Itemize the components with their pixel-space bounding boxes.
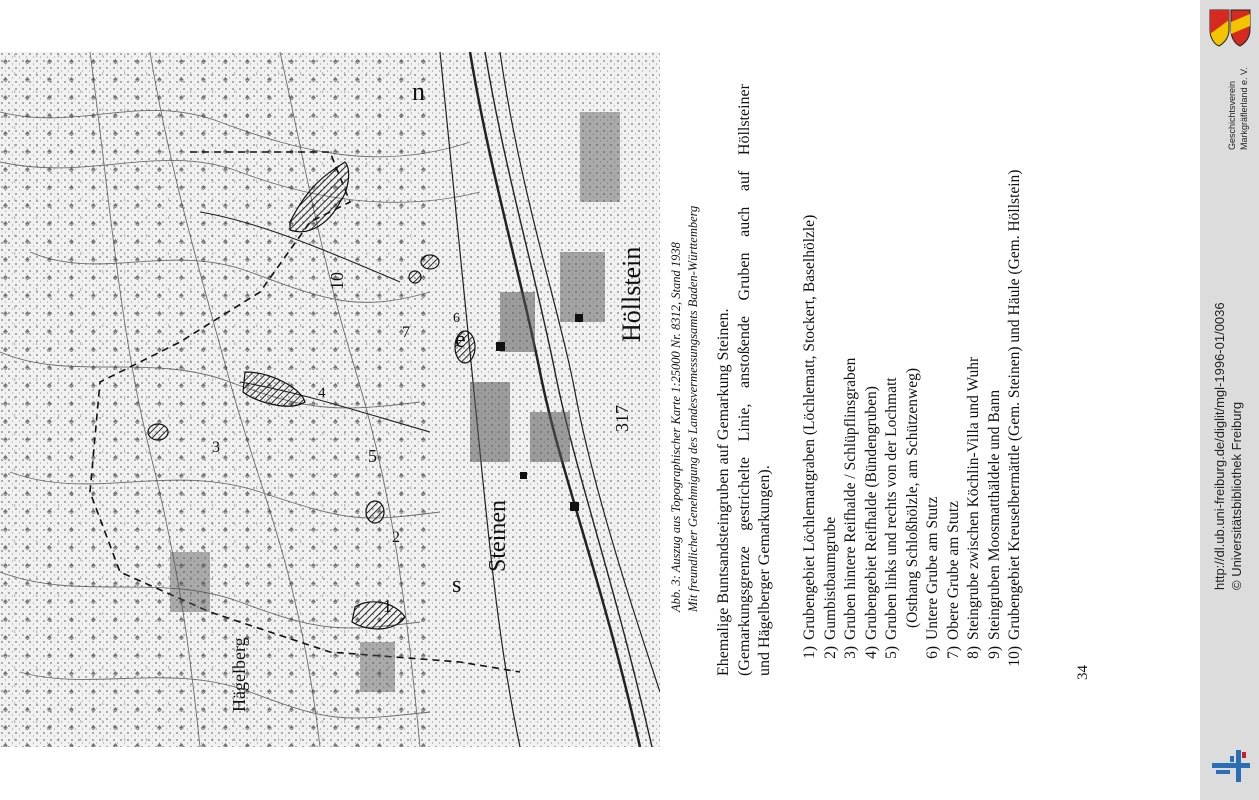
intro-word: auf bbox=[735, 170, 753, 192]
intro-word: (Gemarkungsgrenze bbox=[735, 546, 753, 676]
copyright-notice: © Universitätsbibliothek Freiburg bbox=[1229, 401, 1244, 590]
intro-word: Linie, bbox=[735, 403, 753, 442]
caption-line-1: Abb. 3: Auszug aus Topographischer Karte 1:25000 Nr. 8312, Stand 1938 bbox=[669, 242, 683, 612]
list-item: 7) Obere Grube am Stutz bbox=[944, 500, 962, 659]
label-steinen: Steinen bbox=[485, 500, 511, 572]
label-num4: 4 bbox=[318, 385, 326, 401]
label-e: e bbox=[455, 327, 466, 353]
library-attribution bbox=[1211, 210, 1245, 590]
intro-word: gestrichelte bbox=[735, 456, 753, 531]
label-n: n bbox=[412, 77, 425, 106]
map-caption bbox=[668, 52, 702, 612]
page-number: 34 bbox=[1075, 665, 1091, 680]
university-library-logo-icon[interactable] bbox=[1210, 748, 1252, 784]
intro-word: Gruben bbox=[735, 252, 753, 301]
quarry-list bbox=[800, 76, 1026, 676]
label-num10: 10 bbox=[327, 272, 347, 290]
label-num1: 1 bbox=[383, 596, 392, 616]
list-item: 9) Steingruben Moosmatthäldele und Bann bbox=[985, 389, 1003, 659]
list-item: 8) Steingrube zwischen Köchlin-Villa und Wuhr bbox=[965, 356, 982, 659]
intro-word: Höllsteiner bbox=[735, 84, 753, 156]
label-haegelberg: Hägelberg bbox=[229, 637, 249, 712]
label-num5: 5 bbox=[368, 446, 377, 466]
society-line-2: Markgräflerland e. V. bbox=[1239, 67, 1249, 150]
list-item: 4) Grubengebiet Reifhalde (Bündengruben) bbox=[862, 386, 880, 659]
list-item: 5) Gruben links und rechts von der Lochmatt bbox=[883, 377, 900, 659]
label-num7: 7 bbox=[402, 324, 410, 341]
society-coat-of-arms-icon bbox=[1207, 8, 1253, 48]
caption-line-2: Mit freundlicher Genehmigung des Landesvermessungsamts Baden-Württemberg bbox=[686, 205, 700, 612]
intro-word: auch bbox=[735, 206, 753, 237]
label-route: 317 bbox=[612, 405, 632, 432]
intro-line-1: Ehemalige Buntsandsteingruben auf Gemarkung Steinen. bbox=[715, 308, 732, 676]
list-item: 10) Grubengebiet Kreuselbermättle (Gem. Steinen) und Häule (Gem. Höllstein) bbox=[1006, 169, 1023, 667]
society-line-1: Geschichtsverein bbox=[1227, 80, 1237, 150]
label-num6: 6 bbox=[453, 311, 460, 326]
list-item: 3) Gruben hintere Reifhalde / Schlüpflinsgraben bbox=[842, 357, 859, 659]
list-item: 2) Gumbistbaumgrube bbox=[821, 516, 839, 659]
label-s: s bbox=[452, 572, 462, 598]
list-item: 6) Untere Grube am Stutz bbox=[924, 496, 941, 659]
label-num2: 2 bbox=[392, 529, 400, 546]
intro-line-2 bbox=[735, 84, 756, 676]
society-name bbox=[1226, 50, 1250, 150]
intro-paragraph bbox=[714, 76, 776, 676]
intro-line-3: und Hägelberger Gemarkungen). bbox=[756, 465, 773, 676]
intro-word: anstoßende bbox=[735, 316, 753, 389]
list-item-continuation: (Osthang Schloßhölzle, am Schützenweg) bbox=[903, 368, 921, 628]
label-num3: 3 bbox=[212, 439, 220, 456]
list-item: 1) Grubengebiet Löchlemattgraben (Löchlematt, Stockert, Baselhölzle) bbox=[801, 214, 818, 659]
document-url-link[interactable]: http://dl.ub.uni-freiburg.de/diglit/mgl-1996-01/0036 bbox=[1212, 302, 1227, 590]
label-hoellstein: Höllstein bbox=[617, 246, 646, 342]
topographic-map bbox=[0, 52, 660, 747]
